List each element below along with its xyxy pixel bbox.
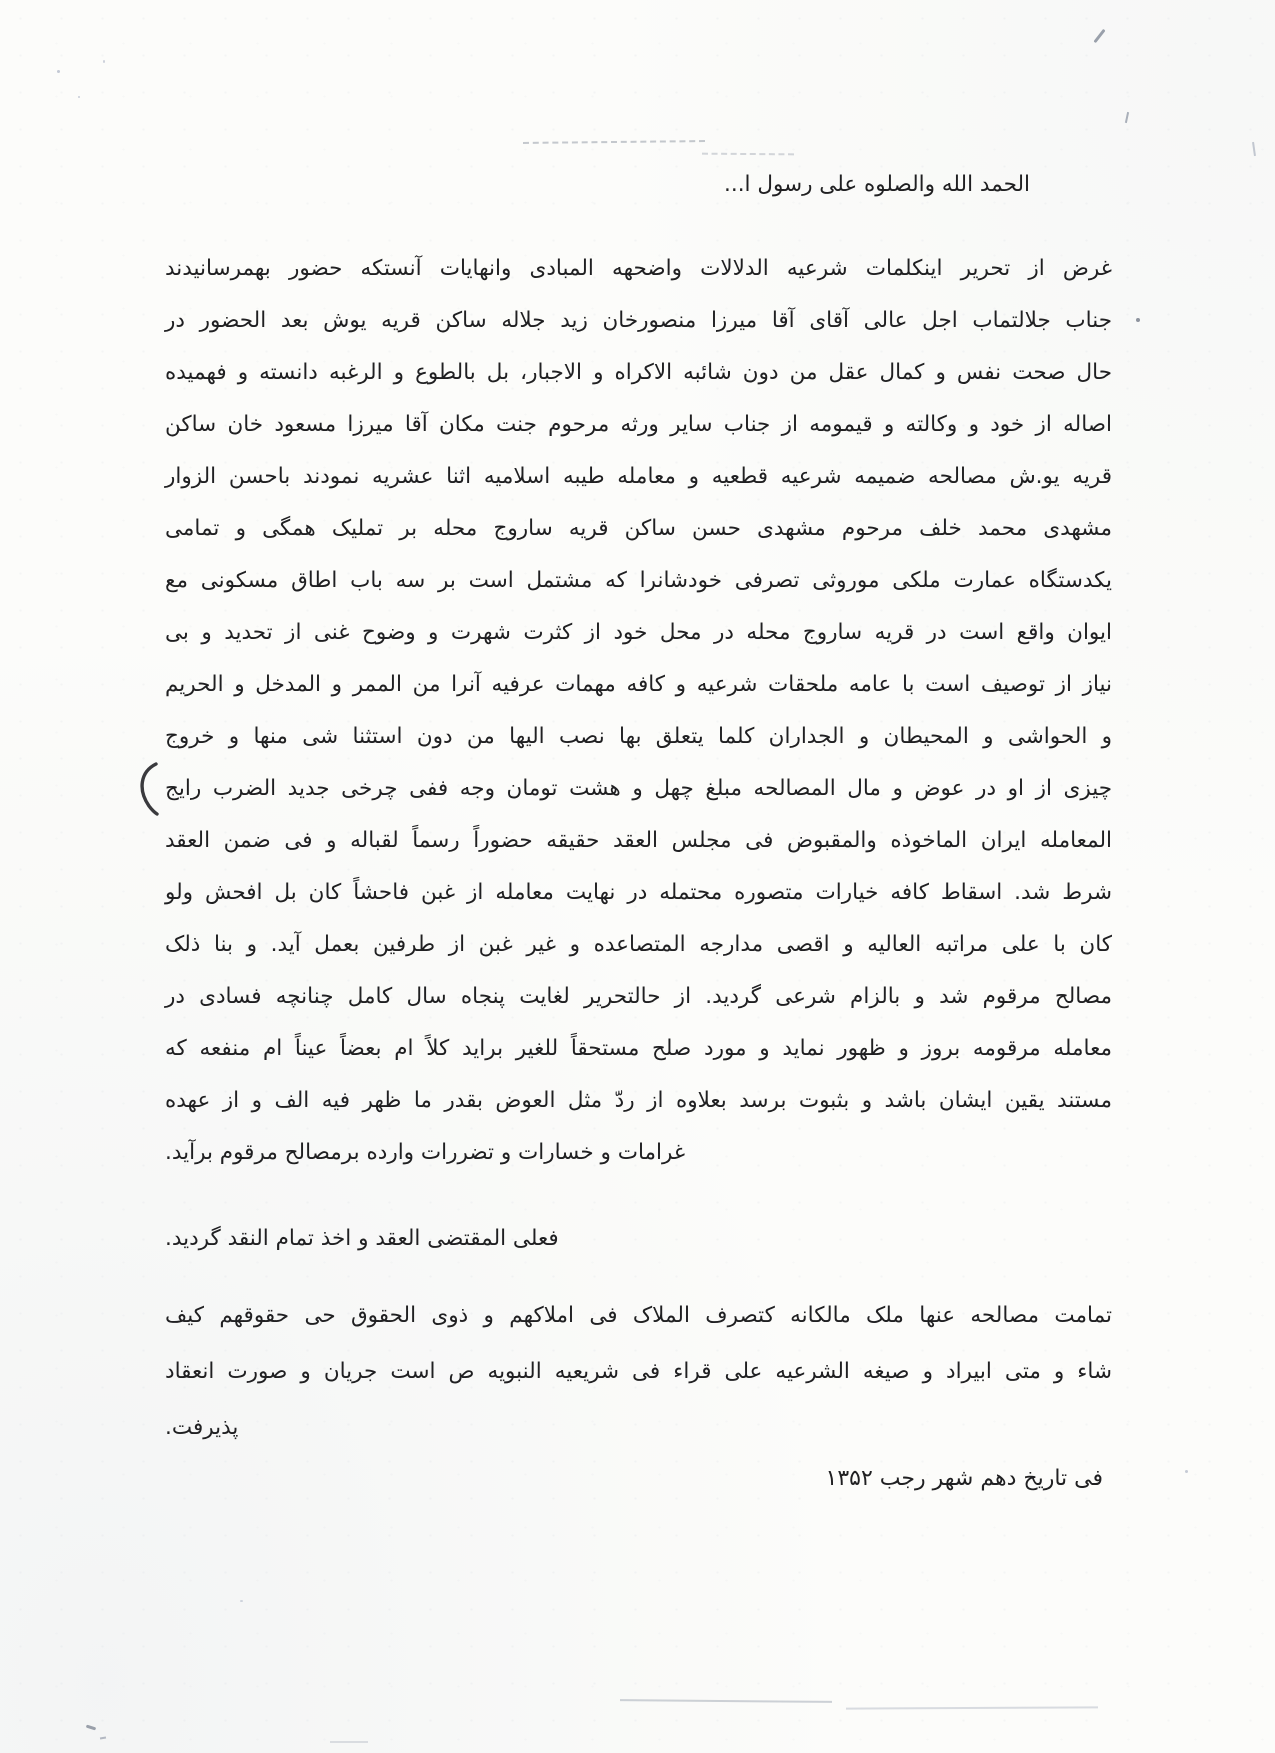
document-clause-line: فعلی المقتضی العقد و اخذ تمام النقد گردید.: [165, 1226, 559, 1251]
document-text-line: ایوان واقع است در قریه ساروج محله در محل خود از کثرت شهرت و وضوح غنی از تحدید و بی: [165, 620, 1112, 645]
document-text-line: اصاله از خود و وکالته و قیمومه از جناب سایر ورثه مرحوم جنت مکان آقا میرزا مسعود خان ساکن: [165, 412, 1112, 437]
document-text-line: شاء و متی ابیراد و صیغه الشرعیه علی قراء فی شریعیه النبویه ص است جریان و صورت انعقاد: [165, 1359, 1112, 1384]
document-text-line: غرامات و خسارات و تضررات وارده برمصالح مرقوم برآید.: [165, 1140, 686, 1165]
scan-speck: [1185, 1470, 1188, 1473]
document-text-line: یکدستگاه عمارت ملکی موروثی تصرفی خودشانرا که مشتمل است بر سه باب اطاق مسکونی مع: [165, 568, 1112, 593]
scan-speck: [1136, 318, 1140, 322]
document-text-line: المعامله ایران الماخوذه والمقبوض فی مجلس العقد حقیقه حضوراً رسماً لقباله و فی ضمن العقد: [165, 828, 1112, 853]
document-body-paragraph: [165, 243, 1112, 1179]
document-closing-paragraph: [165, 1288, 1112, 1456]
document-text-line: شرط شد. اسقاط کافه خیارات متصوره محتمله در نهایت معامله از غبن فاحشاً کان بل افحش ولو: [165, 880, 1112, 905]
document-text-line: مصالح مرقوم شد و بالزام شرعی گردید. از حالتحریر لغایت پنجاه سال کامل چنانچه فسادی در: [165, 984, 1112, 1009]
scan-fold-line: [330, 1741, 368, 1743]
document-text-line: پذیرفت.: [165, 1415, 239, 1440]
document-text-line: جناب جلالتماب اجل عالی آقای آقا میرزا منصورخان زید جلاله ساکن قریه یوش بعد الحضور در: [165, 308, 1112, 333]
document-text-line: معامله مرقومه بروز و ظهور نماید و مورد صلح مستحقاً للغیر براید کلاً ام بعضاً عیناً ام منفعه که: [165, 1036, 1112, 1061]
document-text-line: کان با علی مراتبه العالیه و اقصی مدارجه المتصاعده و غیر غبن از طرفین بعمل آید. و بنا ذلک: [165, 932, 1112, 957]
scan-hook-mark: [134, 762, 160, 820]
document-text-line: قریه یو.ش مصالحه ضمیمه شرعیه قطعیه و معامله طیبه اسلامیه اثنا عشریه نمودند باحسن الزوار: [165, 464, 1112, 489]
document-text-line: چیزی از او در عوض و مال المصالحه مبلغ چهل و هشت تومان وجه ففی چرخی جدید الضرب رایج: [165, 776, 1112, 801]
document-text-line: تمامت مصالحه عنها ملک مالکانه کتصرف الملاک فی املاکهم و ذوی الحقوق حی حقوقهم کیف: [165, 1303, 1112, 1328]
document-heading: الحمد الله والصلوه علی رسول ا...: [724, 172, 1030, 197]
document-text-line: نیاز از توصیف است با عامه ملحقات شرعیه و کافه مهمات عرفیه آنرا من الممر و المدخل و الحریم: [165, 672, 1112, 697]
document-text-line: حال صحت نفس و کمال عقل من دون شائبه الاکراه و الاجبار، بل بالطوع و الرغبه دانسته و فهمیده: [165, 360, 1112, 385]
document-text-line: غرض از تحریر اینکلمات شرعیه الدلالات واضحهه المبادی وانهایات آنستکه حضور بهمرسانیدند: [165, 256, 1112, 281]
scan-speck: [103, 60, 105, 63]
scan-speck: [240, 1600, 243, 1602]
scan-speck: [57, 70, 60, 73]
document-text-line: و الحواشی و المحیطان و الجداران کلما یتعلق بها نصب الیها من دون استثنا شی منها و خروج: [165, 724, 1112, 749]
scan-speck: [78, 96, 80, 98]
document-text-line: مستند یقین ایشان باشد و بثبوت برسد بعلاوه از ردّ مثل العوض بقدر ما ظهر فیه الف و از عهده: [165, 1088, 1112, 1113]
document-date-line: فی تاریخ دهم شهر رجب ۱۳۵۲: [825, 1466, 1103, 1491]
document-text-line: مشهدی محمد خلف مرحوم مشهدی حسن ساکن قریه ساروج محله بر تملیک همگی و تمامی: [165, 516, 1112, 541]
